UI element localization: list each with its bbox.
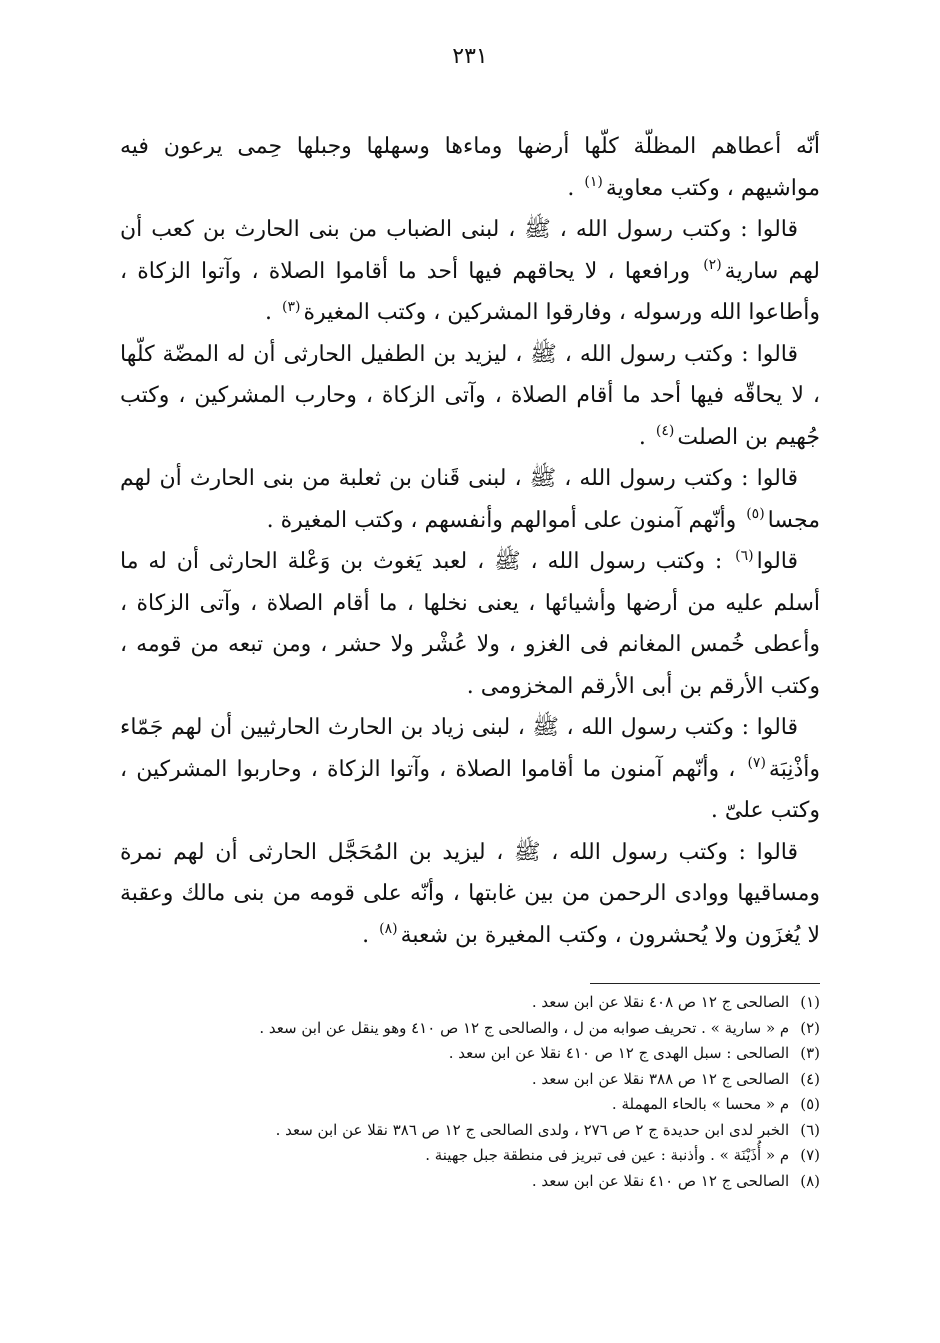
footnote-text: م « أُذَيْنَة » . وأذنبة : عين فى تبريز فى منطقة جبل جهينة . [425,1146,790,1164]
footnote-item [120,1016,820,1042]
footnote-number: (٧) [800,1146,820,1164]
paragraph-text: أنّه أعطاهم المظلّة كلّها أرضها وماءها وسهلها وجبلها حِمى يرعون فيه مواشيهم ، وكتب معاوية [120,134,820,201]
footnote-divider [590,983,820,984]
paragraph-text: . [638,424,653,450]
paragraph-text: قالوا : وكتب رسول الله ، ﷺ ، ليزيد بن الطفيل الحارثى أن له المضّة كلّها ، لا يحاقّه فيها أحد ما أقام الصلاة ، وآتى الزكاة ، وحارب المشركين ، وكتب جُهيم بن الصلت [120,341,820,450]
footnote-reference[interactable]: (٢) [703,257,722,274]
footnote-text: الصالحى ج ١٢ ص ٤٠٨ نقلا عن ابن سعد . [531,993,790,1011]
footnote-text: الصالحى ج ١٢ ص ٣٨٨ نقلا عن ابن سعد . [531,1069,790,1088]
footnote-reference[interactable]: (٨) [379,921,398,938]
footnote-text: الصالحى ج ١٢ ص ٤١٠ نقلا عن ابن سعد . [531,1171,790,1190]
footnote-item [120,1092,820,1118]
main-text [120,126,820,956]
footnote-item [120,1118,820,1144]
footnote-reference[interactable]: (٦) [735,547,754,564]
page-number: ٢٣١ [452,44,488,69]
footnote-reference[interactable]: (٣) [281,298,301,315]
paragraph [120,334,820,459]
footnote-number: (٥) [800,1095,820,1113]
footnote-item [120,1067,820,1093]
paragraph [120,541,820,707]
footnote-reference[interactable]: (٤) [655,423,675,440]
paragraph-text: وأنّهم آمنون على أموالهم وأنفسهم ، وكتب المغيرة . [266,507,744,533]
footnote-number: (٨) [800,1171,820,1190]
paragraph [120,458,820,541]
footnote-reference[interactable]: (٧) [747,755,766,772]
footnote-reference[interactable]: (١) [584,174,603,191]
footnote-text: م « سارية » . تحريف صوابه من ل ، والصالحى ج ١٢ ص ٤١٠ وهو ينقل عن ابن سعد . [259,1018,790,1037]
paragraph-text: . [264,300,279,325]
paragraph [120,126,820,209]
paragraph-text: قالوا : وكتب رسول الله ، ﷺ ، لبنى الضباب من بنى الحارث بن كعب أن لهم سارية [120,217,820,284]
paragraph-text: . [362,922,377,948]
footnote-item [120,1169,820,1195]
paragraph [120,832,820,957]
footnote-number: (٤) [800,1069,820,1088]
paragraph-text: ، وأنّهم آمنون ما أقاموا الصلاة ، وآتوا الزكاة ، وحاربوا المشركين ، وكتب علىّ . [120,756,820,823]
paragraph-text: قالوا : وكتب رسول الله ، ﷺ ، لبنى قَنان بن ثعلبة من بنى الحارث أن لهم مجسا [120,466,820,533]
paragraph-text: : وكتب رسول الله ، ﷺ ، لعبد يَغوث بن وَعْلة الحارثى أن له ما أسلم عليه من أرضها وأشيائها ، يعنى نخلها ، ما أقام الصلاة ، وآتى الزكاة ، وأعطى خُمس المغانم فى الغزو ، ولا عُشْر ولا حشر ، ومن تبعه من قومه ، وكتب الأرقم بن أبى الأرقم المخزومى . [120,549,820,699]
paragraph [120,209,820,334]
footnote-item [120,1041,820,1067]
paragraph-text: . [567,175,582,201]
paragraph-text: قالوا [756,549,798,574]
footnote-number: (٦) [800,1120,820,1139]
footnote-text: الخبر لدى ابن حديدة ج ٢ ص ٢٧٦ ، ولدى الصالحى ج ١٢ ص ٣٨٦ نقلا عن ابن سعد . [275,1120,790,1139]
footnote-item [120,1143,820,1169]
footnote-item [120,990,820,1016]
footnote-reference[interactable]: (٥) [746,506,765,523]
footnote-number: (٣) [800,1044,820,1062]
paragraph [120,707,820,832]
footnote-text: الصالحى : سبل الهدى ج ١٢ ص ٤١٠ نقلا عن ابن سعد . [448,1044,790,1062]
paragraph-text: ورافعها ، لا يحاقهم فيها أحد ما أقاموا الصلاة ، وآتوا الزكاة ، وأطاعوا الله ورسوله ، وفارقوا المشركين ، وكتب المغيرة [120,258,820,325]
paragraph-text: قالوا : وكتب رسول الله ، ﷺ ، لبنى زياد بن الحارث الحارثيين أن لهم جَمّاء وأذْنِبَة [120,715,820,782]
footnote-text: م « محسا » بالحاء المهملة . [611,1095,790,1113]
footnote-number: (٢) [800,1018,820,1037]
footnote-number: (١) [800,993,820,1011]
paragraph-text: قالوا : وكتب رسول الله ، ﷺ ، ليزيد بن المُحَجَّل الحارثى أن لهم نمرة ومساقيها ووادى الرحمن من بين غابتها ، وأنّه على قومه من بنى مالك وعقبة لا يُغزَون ولا يُحشرون ، وكتب المغيرة بن شعبة [120,839,820,948]
footnotes [120,990,820,1194]
